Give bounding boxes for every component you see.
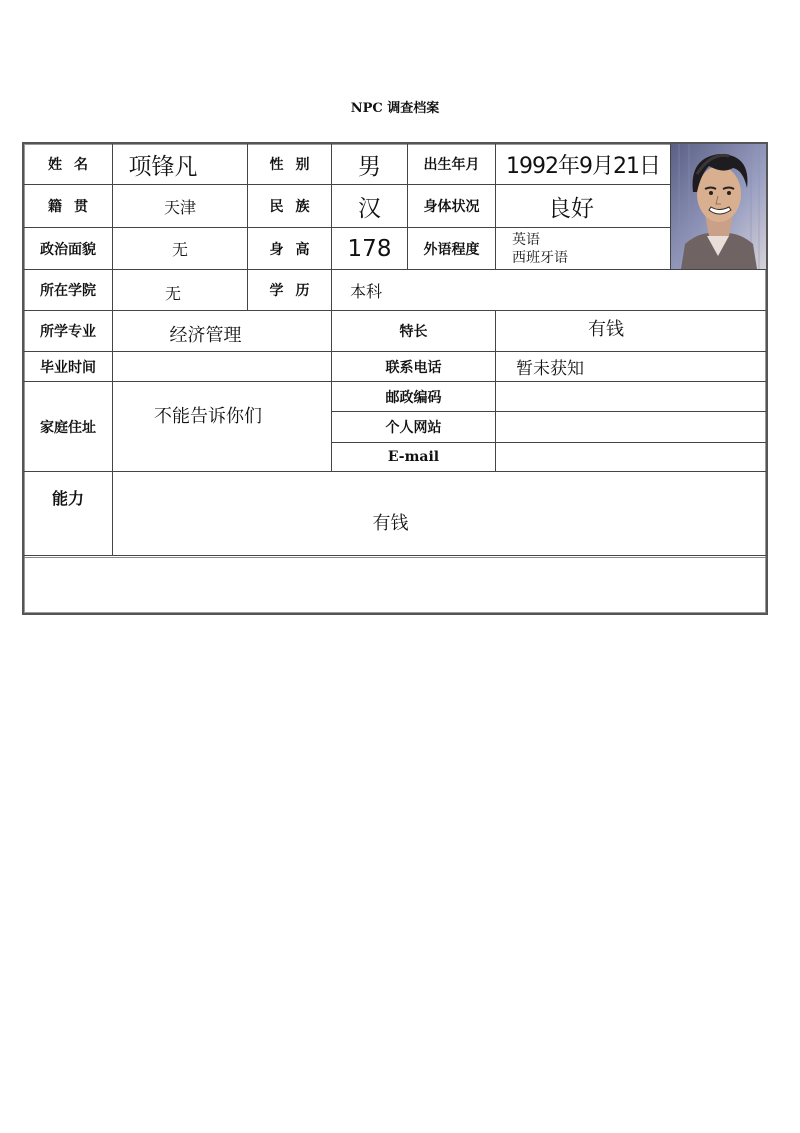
empty-row: [24, 558, 766, 613]
ability-value: 有钱: [372, 513, 409, 534]
email-value: [496, 443, 766, 471]
height-label: 身高: [269, 241, 322, 258]
major-label: 所学专业: [40, 324, 96, 340]
gender-value: 男: [358, 153, 381, 180]
name-label: 姓名: [48, 157, 100, 173]
language-label: 外语程度: [423, 241, 480, 258]
ethnic-value: 汉: [358, 195, 381, 222]
phone-value: 暂未获知: [516, 359, 584, 379]
graduation-label: 毕业时间: [40, 359, 96, 376]
document-title: NPC 调查档案: [350, 101, 440, 116]
ethnic-label: 民族: [269, 199, 322, 215]
health-value: 良好: [548, 195, 594, 222]
phone-label: 联系电话: [385, 359, 442, 376]
website-label: 个人网站: [385, 420, 442, 436]
political-value: 无: [171, 240, 188, 259]
birth-label: 出生年月: [423, 157, 480, 173]
major-value: 经济管理: [169, 325, 242, 346]
portrait-icon: [671, 144, 766, 269]
school-value: 无: [164, 283, 181, 303]
specialty-value: 有钱: [588, 319, 624, 340]
language-list: [512, 231, 662, 267]
language-item: 英语: [512, 232, 540, 248]
npc-form-table: [22, 142, 768, 615]
origin-value: 天津: [163, 197, 196, 217]
ability-label: 能力: [51, 489, 84, 508]
address-label: 家庭住址: [40, 419, 96, 436]
education-value: 本科: [350, 281, 383, 301]
health-label: 身体状况: [423, 199, 480, 215]
education-label: 学历: [269, 283, 322, 299]
address-value: 不能告诉你们: [154, 406, 262, 427]
school-label: 所在学院: [40, 283, 96, 299]
gender-label: 性别: [269, 157, 322, 173]
postal-label: 邮政编码: [385, 389, 442, 406]
language-item: 西班牙语: [512, 250, 568, 266]
origin-label: 籍贯: [48, 199, 100, 215]
email-label: E-mail: [387, 449, 440, 465]
political-label: 政治面貌: [40, 241, 96, 258]
specialty-label: 特长: [399, 324, 428, 340]
website-value: [496, 412, 766, 442]
height-value: 178: [347, 235, 392, 262]
graduation-value: [113, 352, 331, 381]
birth-value: 1992年9月21日: [506, 153, 660, 179]
postal-value: [496, 382, 766, 411]
name-value: 项锋凡: [128, 153, 198, 180]
portrait-photo: [671, 144, 766, 269]
